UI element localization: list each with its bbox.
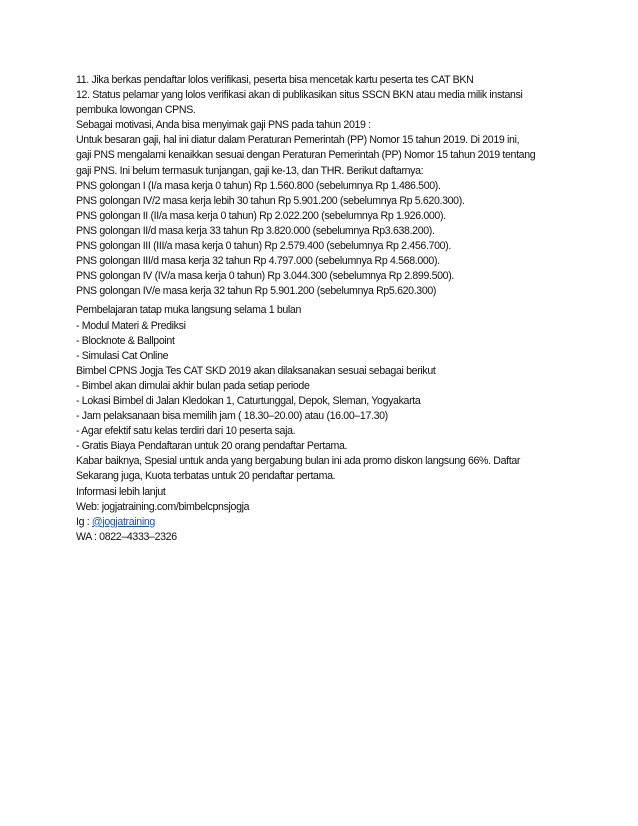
salary-item: PNS golongan I (I/a masa kerja 0 tahun) Rp 1.560.800 (sebelumnya Rp 1.486.500). bbox=[76, 179, 441, 192]
text-line: Sebagai motivasi, Anda bisa menyimak gaji PNS pada tahun 2019 : bbox=[76, 119, 371, 132]
text-line: Pembelajaran tatap muka langsung selama 1 bulan bbox=[76, 304, 302, 317]
instagram-line bbox=[76, 515, 576, 530]
document-body bbox=[76, 73, 576, 545]
list-item: - Agar efektif satu kelas terdiri dari 10 peserta saja. bbox=[76, 425, 296, 438]
salary-item: PNS golongan II/d masa kerja 33 tahun Rp 3.820.000 (sebelumnya Rp3.638.200). bbox=[76, 224, 435, 237]
text-line: Informasi lebih lanjut bbox=[76, 485, 166, 498]
text-line: Untuk besaran gaji, hal ini diatur dalam Peraturan Pemerintah (PP) Nomor 15 tahun 2019. Di 2019 ini, bbox=[76, 134, 520, 147]
list-item: - Modul Materi & Prediksi bbox=[76, 319, 186, 332]
list-item: - Blocknote & Ballpoint bbox=[76, 334, 175, 347]
text-line: 11. Jika berkas pendaftar lolos verifikasi, peserta bisa mencetak kartu peserta tes CAT BKN bbox=[76, 74, 474, 86]
salary-item: PNS golongan IV/2 masa kerja lebih 30 tahun Rp 5.901.200 (sebelumnya Rp 5.620.300). bbox=[76, 194, 465, 207]
list-item: - Gratis Biaya Pendaftaran untuk 20 orang pendaftar Pertama. bbox=[76, 440, 348, 453]
salary-item: PNS golongan IV (IV/a masa kerja 0 tahun) Rp 3.044.300 (sebelumnya Rp 2.899.500). bbox=[76, 270, 454, 283]
text-line: gaji PNS. Ini belum termasuk tunjangan, gaji ke-13, dan THR. Berikut daftarnya: bbox=[76, 164, 424, 177]
instagram-link[interactable]: @jogjatraining bbox=[91, 515, 155, 528]
website-line: Web: jogjatraining.com/bimbelcpnsjogja bbox=[76, 500, 250, 513]
section-course-info bbox=[76, 303, 576, 545]
list-item: - Simulasi Cat Online bbox=[76, 349, 169, 362]
list-item: - Lokasi Bimbel di Jalan Kledokan 1, Caturtunggal, Depok, Sleman, Yogyakarta bbox=[76, 394, 421, 407]
salary-item: PNS golongan II (II/a masa kerja 0 tahun) Rp 2.022.200 (sebelumnya Rp 1.926.000). bbox=[76, 209, 446, 222]
instagram-prefix: Ig : bbox=[76, 515, 92, 528]
text-line: gaji PNS mengalami kenaikkan sesuai dengan Peraturan Pemerintah (PP) Nomor 15 tahun 2019 tentang bbox=[76, 149, 536, 162]
list-item: - Bimbel akan dimulai akhir bulan pada setiap periode bbox=[76, 379, 310, 392]
salary-item: PNS golongan IV/e masa kerja 32 tahun Rp 5.901.200 (sebelumnya Rp5.620.300) bbox=[76, 285, 437, 298]
section-registration-and-salary bbox=[76, 73, 576, 299]
text-line: Bimbel CPNS Jogja Tes CAT SKD 2019 akan dilaksanakan sesuai sebagai berikut bbox=[76, 364, 436, 377]
text-line: Sekarang juga, Kuota terbatas untuk 20 pendaftar pertama. bbox=[76, 470, 336, 483]
whatsapp-line: WA : 0822–4333–2326 bbox=[76, 530, 177, 543]
salary-item: PNS golongan III/d masa kerja 32 tahun Rp 4.797.000 (sebelumnya Rp 4.568.000). bbox=[76, 255, 440, 268]
salary-item: PNS golongan III (III/a masa kerja 0 tahun) Rp 2.579.400 (sebelumnya Rp 2.456.700). bbox=[76, 240, 451, 253]
text-line: 12. Status pelamar yang lolos verifikasi akan di publikasikan situs SSCN BKN atau media milik instansi bbox=[76, 89, 523, 102]
list-item: - Jam pelaksanaan bisa memilih jam ( 18.30–20.00) atau (16.00–17.30) bbox=[76, 410, 388, 423]
text-line: pembuka lowongan CPNS. bbox=[76, 104, 196, 117]
text-line: Kabar baiknya, Spesial untuk anda yang bergabung bulan ini ada promo diskon langsung 66%. Daftar bbox=[76, 455, 521, 468]
